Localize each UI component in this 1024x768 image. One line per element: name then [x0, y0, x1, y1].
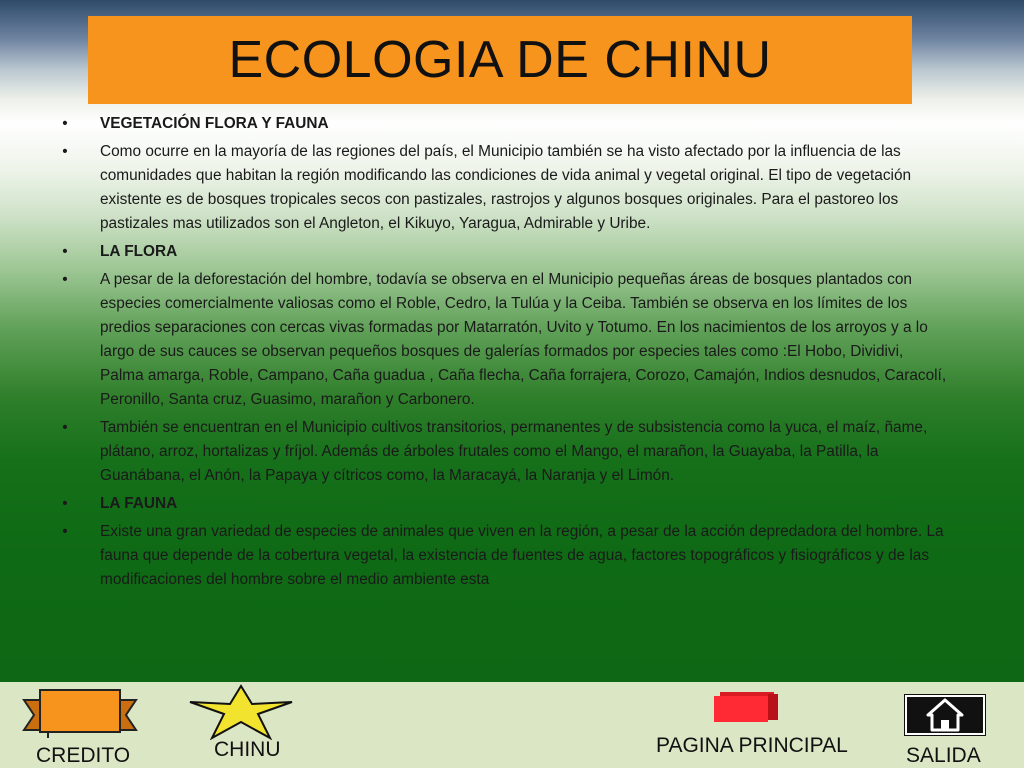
title-banner — [88, 16, 912, 104]
chinu-button[interactable] — [188, 684, 294, 740]
list-item — [60, 140, 950, 236]
star-icon — [188, 684, 294, 740]
section-heading: LA FAUNA — [100, 495, 178, 512]
ribbon-banner-icon — [20, 686, 140, 742]
salida-button[interactable] — [904, 694, 986, 736]
paragraph: Como ocurre en la mayoría de las regiones del país, el Municipio también se ha visto afectado por la influencia de las comunidades que habitan la región modificando las condiciones de vida animal y vegetal original. El tipo de vegetación existente es de bosques tropicales secos con pastizales, rastrojos y algunos bosques originales. Para el pastoreo los pastizales mas utilizados son el Angleton, el Kikuyo, Yaragua, Admirable y Uribe. — [100, 143, 912, 232]
list-item — [60, 416, 950, 488]
paragraph: A pesar de la deforestación del hombre, todavía se observa en el Municipio pequeñas áreas de bosques plantados con especies comercialmente valiosas como el Roble, Cedro, la Tulúa y la Ceiba. También se observa en los límites de los predios separaciones con cercas vivas formadas por Matarratón, Uvito y Totumo. En los nacimientos de los arroyos y a lo largo de sus cauces se observan pequeños bosques de galerías formados por especies tales como :El Hobo, Dividivi, Palma amarga, Roble, Campano, Caña guadua , Caña flecha, Caña forrajera, Corozo, Camajón, Indios desnudos, Caracolí, Peronillo, Santa cruz, Guasimo, marañon y Carbonero. — [100, 271, 947, 408]
content-list — [60, 112, 950, 596]
list-item — [60, 240, 950, 264]
bullet: • — [62, 495, 68, 512]
bullet: • — [62, 523, 68, 540]
home-icon — [904, 694, 986, 736]
chinu-label[interactable]: CHINU — [214, 738, 281, 761]
bullet: • — [62, 143, 68, 160]
list-item — [60, 112, 950, 136]
bullet: • — [62, 243, 68, 260]
page-title: ECOLOGIA DE CHINU — [228, 31, 772, 89]
paragraph: Existe una gran variedad de especies de animales que viven en la región, a pesar de la acción depredadora del hombre. La fauna que depende de la cobertura vegetal, la existencia de fuentes de agua, factores topográficos y fisiográficos y de las modificaciones del hombre sobre el medio ambiente esta — [100, 523, 944, 588]
credito-button[interactable] — [20, 686, 140, 742]
list-item — [60, 520, 950, 592]
paragraph: También se encuentran en el Municipio cultivos transitorios, permanentes y de subsistencia como la yuca, el maíz, ñame, plátano, arroz, hortalizas y fríjol. Además de árboles frutales como el Mango, el marañon, la Guayaba, la Patilla, la Guanábana, el Anón, la Papaya y cítricos como, la Maracayá, la Naranja y el Limón. — [100, 419, 928, 484]
salida-label[interactable]: SALIDA — [906, 744, 981, 767]
bullet: • — [62, 271, 68, 288]
navigation-bar — [0, 682, 1024, 768]
list-item — [60, 268, 950, 412]
bullet: • — [62, 115, 68, 132]
list-item — [60, 492, 950, 516]
credito-label[interactable]: CREDITO — [36, 744, 131, 767]
section-heading: VEGETACIÓN FLORA Y FAUNA — [100, 115, 329, 132]
bullet: • — [62, 419, 68, 436]
pagina-principal-button[interactable] — [712, 688, 784, 726]
red-flag-icon — [712, 688, 784, 726]
section-heading: LA FLORA — [100, 243, 178, 260]
pagina-principal-label[interactable]: PAGINA PRINCIPAL — [656, 734, 848, 757]
